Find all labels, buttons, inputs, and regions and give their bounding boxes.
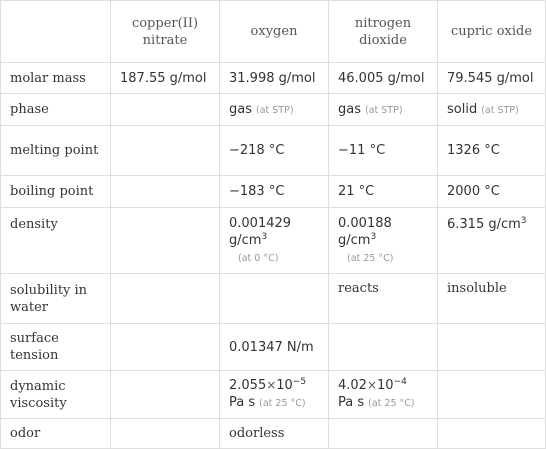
header-corner — [1, 1, 111, 63]
density-unit — [229, 232, 319, 249]
cell-odor-cupric-oxide — [438, 419, 546, 449]
condition-note: (at 25 °C) — [347, 252, 394, 264]
cell-solubility-nitrogen-dioxide: reacts — [329, 274, 438, 324]
unit-exponent: 3 — [261, 231, 268, 242]
row-label-density: density — [1, 208, 111, 274]
header-copper-nitrate: copper(II) nitrate — [111, 1, 220, 63]
cell-odor-copper-nitrate — [111, 419, 220, 449]
row-label-solubility: solubility in water — [1, 274, 111, 324]
cell-odor-nitrogen-dioxide — [329, 419, 438, 449]
row-label-molar-mass: molar mass — [1, 63, 111, 94]
row-label-surface-tension: surface tension — [1, 324, 111, 371]
header-row — [1, 1, 546, 63]
row-melting-point — [1, 126, 546, 176]
cell-phase-nitrogen-dioxide — [329, 94, 438, 126]
row-solubility — [1, 274, 546, 324]
row-label-melting-point: melting point — [1, 126, 111, 176]
density-value: 0.00188 — [338, 215, 392, 231]
row-boiling-point — [1, 176, 546, 208]
cell-melting-point-copper-nitrate — [111, 126, 220, 176]
phase-value: solid — [447, 101, 478, 117]
header-nitrogen-dioxide: nitrogen dioxide — [329, 1, 438, 63]
condition-note: (at 0 °C) — [238, 252, 279, 264]
cell-odor-oxygen: odorless — [220, 419, 329, 449]
cell-viscosity-nitrogen-dioxide — [329, 371, 438, 419]
row-phase — [1, 94, 546, 126]
viscosity-unit-line — [338, 394, 428, 412]
cell-phase-copper-nitrate — [111, 94, 220, 126]
cell-melting-point-nitrogen-dioxide: −11 °C — [329, 126, 438, 176]
row-label-viscosity: dynamic viscosity — [1, 371, 111, 419]
cell-viscosity-cupric-oxide — [438, 371, 546, 419]
cell-molar-mass-cupric-oxide: 79.545 g/mol — [438, 63, 546, 94]
row-density — [1, 208, 546, 274]
cell-density-cupric-oxide — [438, 208, 546, 274]
viscosity-value — [338, 377, 428, 394]
cell-surface-tension-nitrogen-dioxide — [329, 324, 438, 371]
cell-melting-point-oxygen: −218 °C — [220, 126, 329, 176]
cell-surface-tension-copper-nitrate — [111, 324, 220, 371]
cell-solubility-oxygen — [220, 274, 329, 324]
cell-viscosity-oxygen — [220, 371, 329, 419]
density-value: 6.315 g/cm — [447, 217, 521, 232]
unit-text: g/cm — [338, 232, 371, 248]
cell-phase-cupric-oxide — [438, 94, 546, 126]
cell-solubility-cupric-oxide: insoluble — [438, 274, 546, 324]
row-surface-tension — [1, 324, 546, 371]
power-exponent: −5 — [292, 377, 307, 387]
mantissa: 4.02 — [338, 378, 367, 393]
condition-note: (at STP) — [481, 104, 519, 116]
condition-note: (at 25 °C) — [368, 398, 415, 409]
times-sign: × — [266, 378, 277, 392]
cell-boiling-point-copper-nitrate — [111, 176, 220, 208]
times-sign: × — [366, 378, 378, 392]
row-label-boiling-point: boiling point — [1, 176, 111, 208]
header-cupric-oxide: cupric oxide — [438, 1, 546, 63]
cell-surface-tension-cupric-oxide — [438, 324, 546, 371]
cell-solubility-copper-nitrate — [111, 274, 220, 324]
cell-molar-mass-copper-nitrate: 187.55 g/mol — [111, 63, 220, 94]
cell-density-copper-nitrate — [111, 208, 220, 274]
row-odor — [1, 419, 546, 449]
power-base: 10 — [276, 378, 293, 393]
cell-viscosity-copper-nitrate — [111, 371, 220, 419]
density-value: 0.001429 — [229, 215, 292, 231]
power-exponent: −4 — [393, 377, 407, 387]
phase-value: gas — [338, 101, 361, 117]
viscosity-unit-line — [229, 394, 319, 412]
cell-boiling-point-cupric-oxide: 2000 °C — [438, 176, 546, 208]
condition-note: (at 25 °C) — [259, 398, 306, 409]
cell-phase-oxygen — [220, 94, 329, 126]
unit-text: g/cm — [229, 232, 262, 248]
cell-surface-tension-oxygen: 0.01347 N/m — [220, 324, 329, 371]
row-label-phase: phase — [1, 94, 111, 126]
cell-boiling-point-nitrogen-dioxide: 21 °C — [329, 176, 438, 208]
cell-boiling-point-oxygen: −183 °C — [220, 176, 329, 208]
row-viscosity — [1, 371, 546, 419]
row-label-odor: odor — [1, 419, 111, 449]
cell-density-nitrogen-dioxide — [329, 208, 438, 274]
condition-note: (at STP) — [256, 104, 294, 116]
cell-melting-point-cupric-oxide: 1326 °C — [438, 126, 546, 176]
viscosity-value — [229, 377, 319, 394]
unit-exponent: 3 — [520, 216, 527, 226]
phase-value: gas — [229, 101, 252, 117]
cell-molar-mass-oxygen: 31.998 g/mol — [220, 63, 329, 94]
unit-text: Pa s — [338, 395, 365, 410]
mantissa: 2.055 — [229, 378, 267, 393]
condition-note: (at STP) — [365, 104, 403, 116]
row-molar-mass — [1, 63, 546, 94]
cell-density-oxygen — [220, 208, 329, 274]
power-base: 10 — [377, 378, 394, 393]
density-unit — [338, 232, 428, 249]
header-oxygen: oxygen — [220, 1, 329, 63]
unit-text: Pa s — [229, 395, 256, 410]
cell-molar-mass-nitrogen-dioxide: 46.005 g/mol — [329, 63, 438, 94]
unit-exponent: 3 — [370, 231, 377, 242]
